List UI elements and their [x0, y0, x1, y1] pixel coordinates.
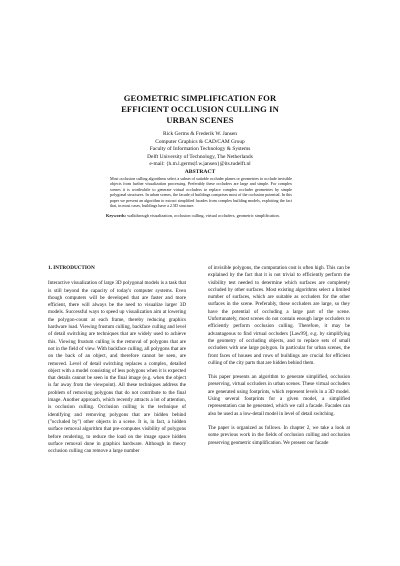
left-column	[48, 265, 186, 462]
author-email: e-mail: {h.m.l.germs|f.w.jansen}@its.tudelft.nl	[149, 161, 251, 168]
intro-paragraph-3: This paper presents an algorithm to generate simplified, occlusion preserving, virtual occluders in urban scenes. These virtual occluders are generated using footprints, which represent levels in a 3D model. Using several footprints for a given model, a simplified representation can be generated, which we call a facade. Facades can also be used as a low-detail model in level of detail switching.	[208, 374, 350, 417]
keywords	[106, 213, 326, 219]
paper-title	[40, 93, 360, 126]
intro-paragraph-1: Interactive visualization of large 3D polygonal models is a task that is still beyond the capacity of today's computer systems. Even though computers will be developed that are faster and more efficient, there will always be the need to visualize larger 3D models. Successful ways to speed up visualization aim at lowering the polygon-count at each frame, thereby reducing graphics hardware load. Viewing frustum culling, backface culling and level of detail switching are techniques that are widely used to achieve this. Viewing frustum culling is the removal of polygons that are not in the field of view. With backface culling, all polygons that are on the back of an object, and therefore cannot be seen, are removed. Level of detail switching replaces a complex, detailed object with a model consisting of less polygons when it is expected that details cannot be seen in the final image (e.g. when the object is far away from the viewpoint). All these techniques address the problem of removing polygons that do not contribute to the final image. Another approach, which recently attracts a lot of attention, is occlusion culling. Occlusion culling is the technique of identifying and removing polygons that are hidden behind ("occluded by") other objects in a scene. It is, in fact, a hidden surface removal algorithm that pre-computes visibility of polygons before rendering, to reduce the load on the image space hidden surface removal done in graphics hardware. Although in theory occlusion culling can remove a large number	[48, 280, 186, 455]
author-block	[40, 131, 360, 169]
intro-paragraph-4: The paper is organized as follows. In chapter 2, we take a look at some previous work in the fields of occlusion culling and occlusion preserving geometric simplification. We present our facade	[208, 424, 350, 446]
author-names: Rick Germs & Frederik W. Jansen	[163, 131, 237, 137]
keywords-label: Keywords:	[106, 213, 127, 218]
author-university: Delft University of Technology, The Netherlands	[147, 153, 253, 160]
abstract-heading: ABSTRACT	[184, 169, 216, 175]
title-line-3: URBAN SCENES	[166, 115, 234, 125]
abstract-text: Most occlusion culling algorithms select a subset of suitable occluder planes or geometries to occlude invisible objects from further visualization processing. Preferably these occluders are large and simple. For complex scenes it is worthwhile to generate virtual occluders to replace complex occluder geometries by simple polygonal structures. In urban scenes, the facade of buildings comprises most of the occlusion potential. In this paper we present an algorithm to extract simplified facades from complex building models, exploiting the fact that, in most cases, buildings have a 2.5D structure.	[110, 176, 292, 209]
right-column	[208, 265, 350, 454]
author-faculty: Faculty of Information Technology & Systems	[149, 146, 251, 153]
section-heading-introduction: 1. INTRODUCTION	[48, 265, 95, 271]
intro-paragraph-2: of invisible polygons, the computation cost is often high. This can be explained by the fact that it is not trivial to efficiently perform the visibility test needed to determine which surfaces are completely occluded by other surfaces. Most existing algorithms select a limited number of surfaces, which are suitable as occluders for the other surfaces in the scene. Preferably, these occluders are large, so they have the potential of occluding a large part of the scene. Unfortunately, most scenes do not contain enough large occluders to efficiently perform occlusion culling. Therefore, it may be advantageous to find virtual occluders [Law99], e.g. by simplifying the geometry of occluding objects, and to replace sets of small occluders with one large polygon. In particular for urban scenes, the front faces of houses and rows of buildings are crucial for efficient culling of the city parts that are hidden behind them.	[208, 265, 350, 366]
title-line-1: GEOMETRIC SIMPLIFICATION FOR	[123, 93, 277, 103]
keywords-text: walkthrough visualization, occlusion culling, virtual occluders, geometric simplification.	[127, 213, 280, 218]
author-group: Computer Graphics & CAD/CAM Group	[155, 138, 245, 145]
title-line-2: EFFICIENT OCCLUSION CULLING IN	[121, 104, 279, 114]
